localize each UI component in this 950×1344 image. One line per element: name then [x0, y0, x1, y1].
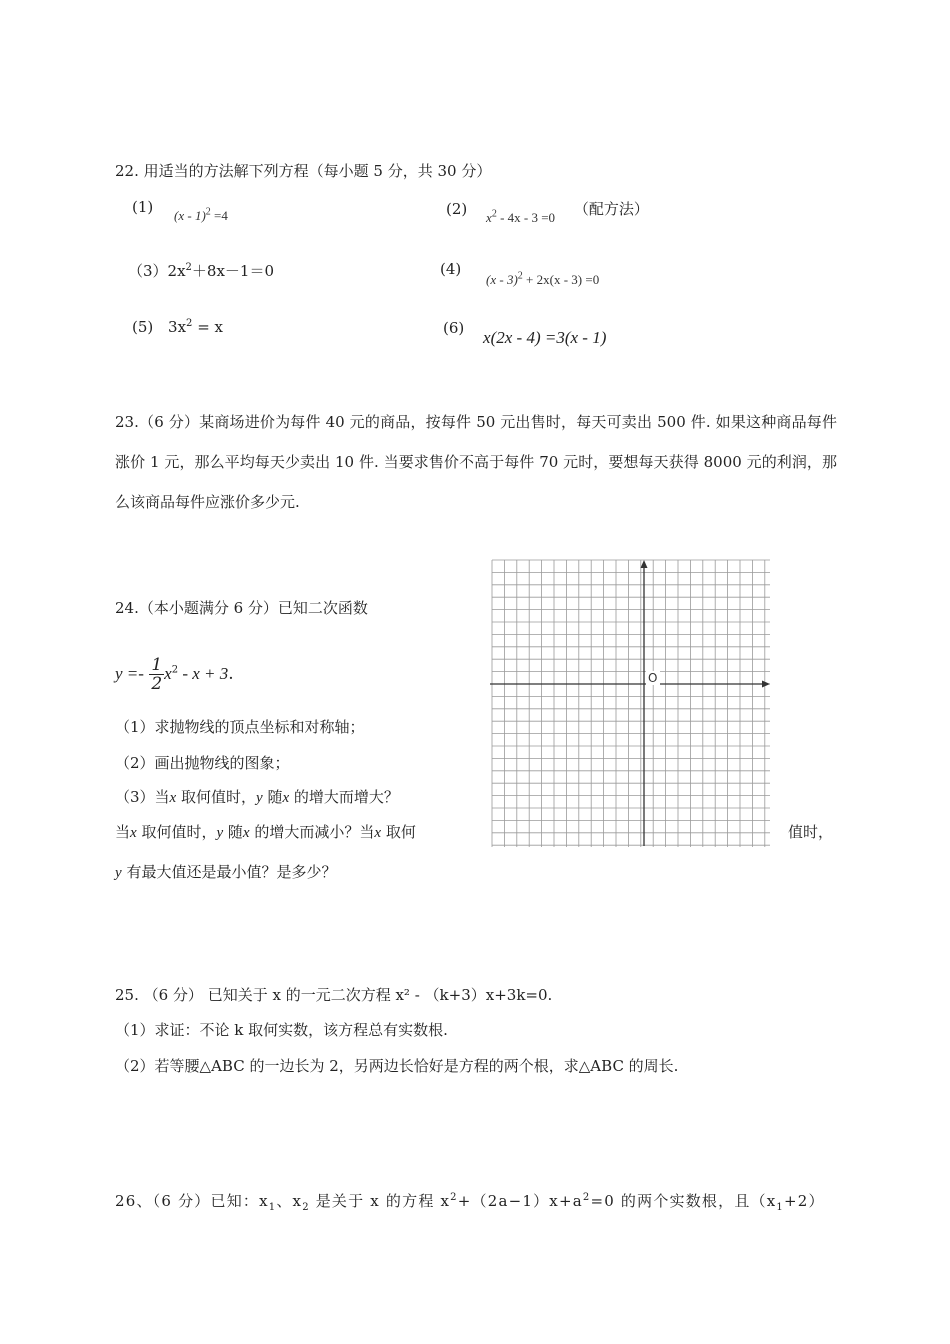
q22-p1-label: (1): [132, 198, 154, 216]
q24-func-x: x: [164, 664, 172, 683]
q25-q1: （1）求证：不论 k 取何实数，该方程总有实数根.: [115, 1021, 448, 1039]
q24-q3-x2: x: [282, 790, 290, 806]
q24-q3-l2-x2: x: [242, 825, 250, 841]
y-axis-arrow-icon: [641, 560, 648, 568]
q22-p2-exp: 2: [491, 208, 497, 220]
q22-p5-label: (5): [132, 318, 154, 336]
q26-sup1: 2: [450, 1192, 458, 1203]
q26-d: +（2a−1）x+a: [457, 1192, 583, 1210]
q24-func-rest: - x + 3: [178, 664, 229, 683]
q24-q3-line2-tail: 值时，: [788, 823, 834, 841]
q22-p6-label: (6): [443, 319, 465, 337]
q26-text: [115, 1190, 825, 1213]
q26-sub1: 1: [268, 1202, 277, 1213]
q24-q3-l2-c: 随: [223, 823, 243, 841]
q24-q3-l2-d: 的增大而减小？当: [249, 823, 375, 841]
q22-p1-equation: [174, 208, 228, 223]
q22-p6: [443, 318, 607, 347]
q22-p2-note: （配方法）: [573, 200, 649, 218]
q22-p2-label: (2): [446, 200, 468, 218]
q22-p6-equation: x(2x - 4) =3(x - 1): [483, 328, 607, 347]
q22-p4-lhs: (x - 3): [486, 272, 518, 287]
q22-p4: [440, 260, 600, 287]
q26-c: 是关于 x 的方程 x: [309, 1192, 451, 1210]
q22-p1: [132, 198, 228, 223]
q24-q3-line3: [115, 861, 336, 882]
q22-p5-rest: = x: [192, 318, 223, 336]
q24-q3-l2-a: 当: [115, 823, 131, 841]
q22-p5-lhs: 3x: [168, 318, 187, 336]
q24-q3-y1: y: [256, 790, 263, 806]
q22-p1-rhs: =4: [210, 208, 228, 223]
coordinate-grid: [490, 557, 775, 847]
q24-q2: （2）画出抛物线的图象；: [115, 754, 290, 772]
q24-func-lhs: y =-: [115, 664, 144, 683]
q22-p4-rest: + 2x(x - 3) =0: [522, 272, 600, 287]
q22-p3: [128, 260, 274, 281]
q26-b: 、x: [276, 1192, 303, 1210]
x-axis-arrow-icon: [762, 681, 770, 688]
q22-p3-rest: ＋8x－1＝0: [191, 262, 275, 280]
q23-text: 23.（6 分）某商场进价为每件 40 元的商品，按每件 50 元出售时，每天可卖出 500 件. 如果这种商品每件涨价 1 元，那么平均每天少卖出 10 件. 当要求售价不高于每件 70 元时，要想每天获得 8000 元的利润，那么该商品每件应涨价多少元.: [115, 413, 837, 511]
q22-p3-lhs: （3）2x: [128, 262, 186, 280]
q24-func-fraction: [149, 656, 164, 693]
q22-p3-exp: 2: [185, 262, 192, 273]
q22-p4-equation: [486, 272, 599, 287]
q24-q3-l2-e: 取何: [381, 823, 416, 841]
q24-q3-l2-y: y: [216, 825, 224, 841]
q22-p4-exp: 2: [517, 270, 523, 282]
q24-q3-x1: x: [169, 790, 177, 806]
q22-p2-equation: [486, 210, 555, 225]
q24-q3-a: （3）当: [115, 788, 170, 806]
q22-p4-label: (4): [440, 260, 462, 278]
q26-a: 26、（6 分）已知：x: [115, 1192, 269, 1210]
origin-label: O: [648, 671, 658, 685]
q22-p5-exp: 2: [186, 318, 193, 329]
q24-q3-l2-x1: x: [130, 825, 137, 841]
q24-func-exp: 2: [171, 664, 179, 676]
q24-q3-l2-b: 取何值时，: [136, 823, 217, 841]
q24-func-den: 2: [151, 674, 163, 694]
q22-p5: [132, 318, 223, 336]
q22-p2-x: x: [486, 210, 492, 225]
q24-q3-l3-y: y: [115, 865, 122, 881]
q24-q3-l3-text: 有最大值还是最小值？是多少？: [121, 863, 337, 881]
q22-p5-equation: [168, 318, 223, 336]
q22-p2: [446, 198, 649, 225]
q22-p2-rest: - 4x - 3 =0: [496, 210, 556, 225]
q24-q1: （1）求抛物线的顶点坐标和对称轴；: [115, 718, 365, 736]
q24-q3-c: 随: [262, 788, 283, 806]
q24-title: 24.（本小题满分 6 分）已知二次函数: [115, 599, 368, 617]
q26-sub3: 1: [776, 1202, 784, 1213]
q22-p1-exp: 2: [205, 206, 211, 218]
q25-q2: （2）若等腰△ABC 的一边长为 2，另两边长恰好是方程的两个根，求△ABC 的周长.: [115, 1057, 679, 1075]
q24-func-end: .: [228, 664, 234, 684]
q26-sub2: 2: [302, 1202, 310, 1213]
grid-lines: [492, 560, 770, 847]
q24-q3-b: 取何值时，: [176, 788, 256, 806]
q26-e: =0 的两个实数根，且（x: [590, 1192, 777, 1210]
q24-func-num: 1: [151, 655, 163, 675]
q24-q3-l2-x3: x: [374, 825, 382, 841]
q22-title: 22. 用适当的方法解下列方程（每小题 5 分，共 30 分）: [115, 162, 492, 180]
q24-q3-line1: [115, 786, 399, 807]
q26-f: +2）: [783, 1192, 825, 1210]
q24-q3-d: 的增大而增大？: [289, 788, 399, 806]
q25-title: 25. （6 分） 已知关于 x 的一元二次方程 x² - （k+3）x+3k=0.: [115, 986, 553, 1004]
q26-sup2: 2: [582, 1192, 591, 1203]
q24-function: [115, 656, 234, 693]
q24-q3-line2: [115, 821, 416, 842]
q22-p1-lhs: (x - 1): [174, 208, 206, 223]
